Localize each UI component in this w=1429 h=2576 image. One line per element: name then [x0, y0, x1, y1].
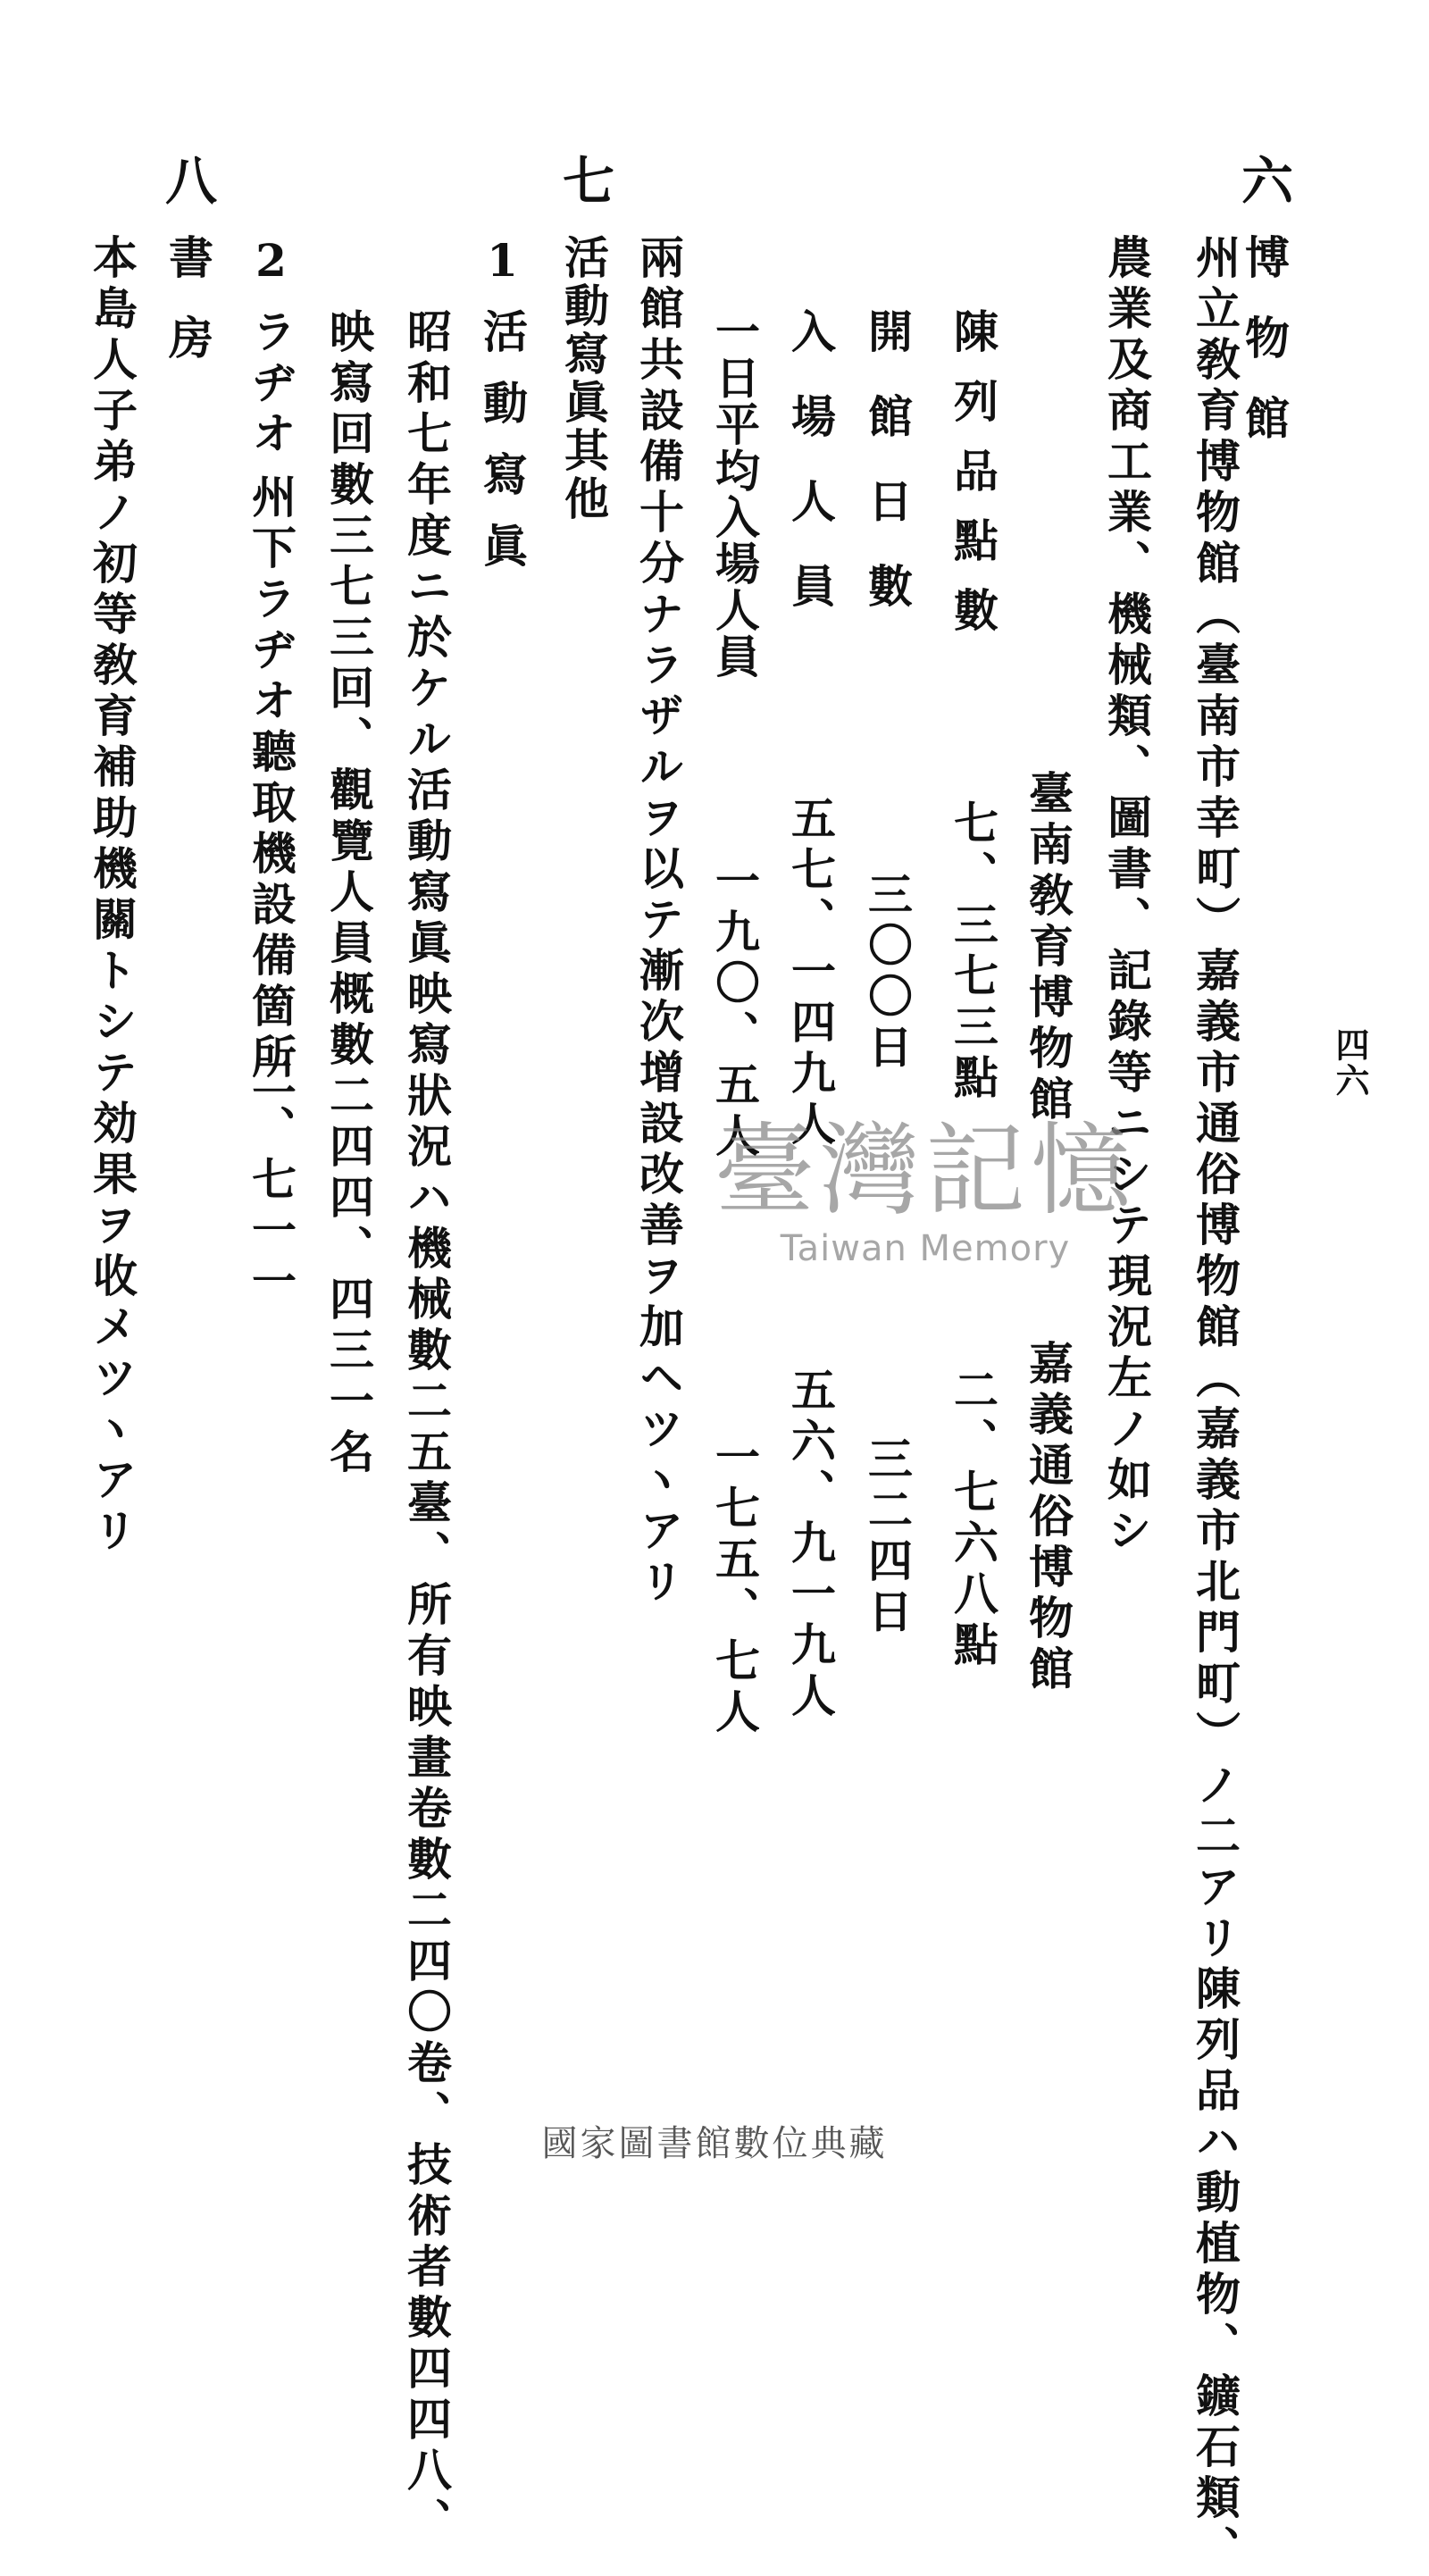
watermark-main: 臺灣記憶: [714, 1113, 1136, 1229]
section-6-heading: 六: [1233, 154, 1293, 212]
table-row-label: 開館日數: [861, 308, 914, 648]
watermark: [714, 1113, 1136, 1269]
table-cell-value: 一七五、七人: [708, 1434, 761, 1739]
table-header-tainan: 臺南敎育博物館: [1022, 770, 1074, 1126]
section-7-sub1-line1: 昭和七年度ニ於ケル活動寫眞映寫狀況ハ機械數二五臺、所有映畫卷數二四〇卷、技術者數四四八、: [400, 308, 453, 2548]
section-7-title: 活動寫眞其他: [557, 234, 610, 523]
section-6-intro-line1: 州立敎育博物館（臺南市幸町）嘉義市通俗博物館（嘉義市北門町）ノ二アリ陳列品ハ動植物、鑛石類、: [1189, 234, 1241, 2576]
section-7-sub1-title: 活動寫眞: [476, 308, 529, 594]
table-cell-value: 七、三七三點: [947, 799, 999, 1105]
table-row-label: 陳列品點數: [947, 308, 999, 657]
section-7-sub2-value: 二、七一一: [245, 1054, 297, 1309]
page-number: 四六: [1330, 1027, 1370, 1099]
section-6-title: 博物館: [1238, 234, 1291, 475]
section-8-text: 本島人子弟ノ初等敎育補助機關トシテ効果ヲ收メツヽアリ: [86, 234, 138, 1558]
table-header-chiayi: 嘉義通俗博物館: [1022, 1340, 1074, 1696]
table-cell-value: 五七、一四九人: [784, 795, 837, 1151]
footer-credit: 國家圖書館數位典藏: [541, 2123, 888, 2164]
table-row-label: 一日平均入場人員: [708, 308, 761, 680]
table-row-label: 入場人員: [784, 308, 837, 648]
section-7-heading: 七: [554, 154, 614, 212]
section-8-title: 書房: [162, 234, 214, 395]
section-7-sub2-text: 州下ラヂオ聽取機設備箇所: [245, 473, 297, 1084]
table-cell-value: 一九〇、五人: [708, 857, 761, 1163]
table-cell-value: 三〇〇日: [861, 871, 914, 1075]
section-7-sub1-number: 1: [476, 234, 529, 293]
section-6-closing: 兩館共設備十分ナラザルヲ以テ漸次增設改善ヲ加ヘツヽアリ: [632, 234, 685, 1609]
section-7-sub2-title: ラヂオ: [245, 308, 297, 461]
section-8-heading: 八: [156, 154, 217, 212]
section-7-sub2-number: 2: [245, 234, 297, 293]
section-6-intro-line2: 農業及商工業、機械類、圖書、記錄等ニシテ現況左ノ如シ: [1100, 234, 1153, 1558]
table-cell-value: 二、七六八點: [947, 1367, 999, 1672]
table-cell-value: 五六、九一九人: [784, 1367, 837, 1723]
table-cell-value: 三二四日: [861, 1435, 914, 1639]
watermark-sub: Taiwan Memory: [780, 1228, 1071, 1269]
section-7-sub1-line2: 映寫回數三七三回、觀覽人員概數二四四、四三一名: [322, 308, 375, 1479]
